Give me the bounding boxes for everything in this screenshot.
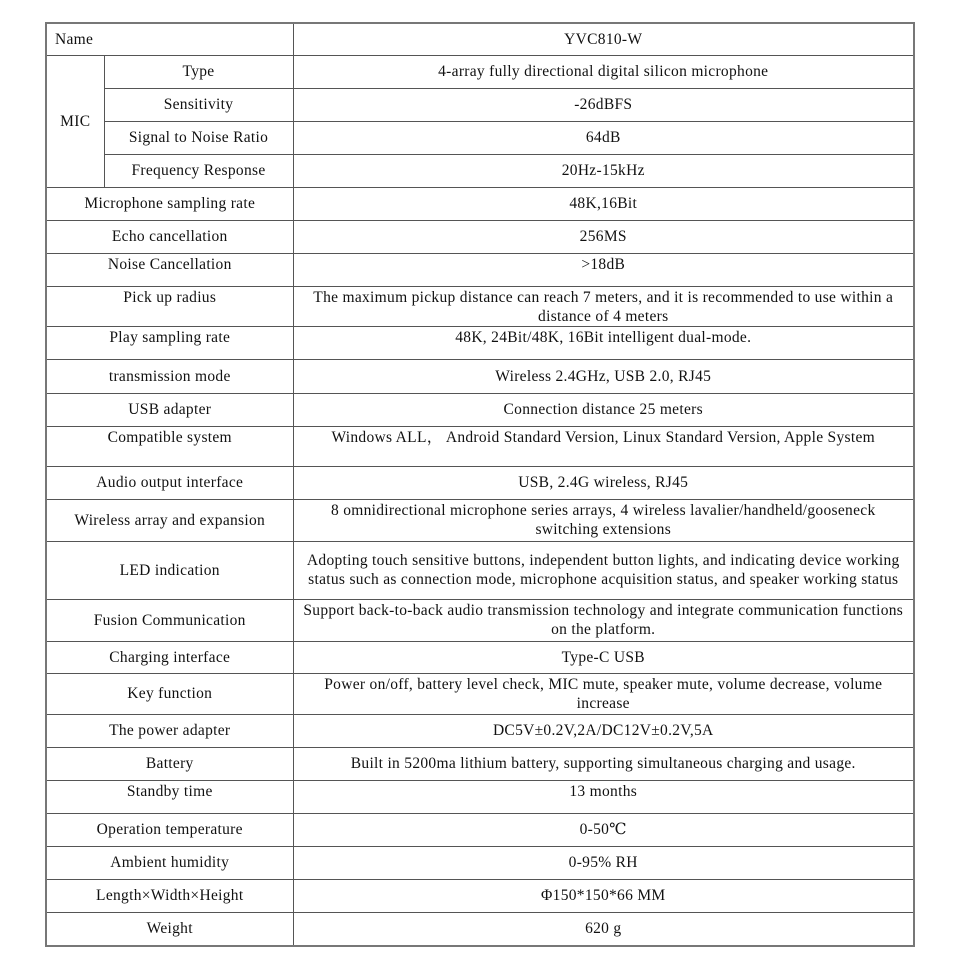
spec-value: 620 g xyxy=(293,912,914,946)
table-row xyxy=(46,541,914,599)
table-row xyxy=(46,426,914,466)
table-row xyxy=(46,673,914,714)
spec-value: -26dBFS xyxy=(293,88,914,121)
spec-value: >18dB xyxy=(293,253,914,286)
table-row xyxy=(46,599,914,641)
spec-value: Connection distance 25 meters xyxy=(293,393,914,426)
table-row xyxy=(46,154,914,187)
spec-label: Sensitivity xyxy=(104,88,293,121)
spec-label: Weight xyxy=(46,912,293,946)
table-row xyxy=(46,499,914,541)
spec-value: 4-array fully directional digital silicon microphone xyxy=(293,55,914,88)
spec-value: 64dB xyxy=(293,121,914,154)
spec-label: Operation temperature xyxy=(46,813,293,846)
table-row xyxy=(46,393,914,426)
spec-value: 0-95% RH xyxy=(293,846,914,879)
spec-value: Wireless 2.4GHz, USB 2.0, RJ45 xyxy=(293,359,914,393)
spec-value: 0-50℃ xyxy=(293,813,914,846)
spec-label: Length×Width×Height xyxy=(46,879,293,912)
table-row xyxy=(46,813,914,846)
table-row xyxy=(46,714,914,747)
spec-label: Signal to Noise Ratio xyxy=(104,121,293,154)
table-row xyxy=(46,187,914,220)
table-row xyxy=(46,879,914,912)
spec-value: 48K, 24Bit/48K, 16Bit intelligent dual-mode. xyxy=(293,326,914,359)
spec-label: Ambient humidity xyxy=(46,846,293,879)
spec-label: Play sampling rate xyxy=(46,326,293,359)
spec-label: Fusion Communication xyxy=(46,599,293,641)
spec-label: Type xyxy=(104,55,293,88)
spec-value: 13 months xyxy=(293,780,914,813)
spec-label: Audio output interface xyxy=(46,466,293,499)
spec-label: Noise Cancellation xyxy=(46,253,293,286)
table-row xyxy=(46,466,914,499)
table-row xyxy=(46,220,914,253)
table-row xyxy=(46,780,914,813)
table-row xyxy=(46,23,914,55)
spec-label: Name xyxy=(46,23,293,55)
table-row xyxy=(46,286,914,326)
spec-value: Type-C USB xyxy=(293,641,914,673)
table-row xyxy=(46,846,914,879)
mic-group-label: MIC xyxy=(46,55,104,187)
spec-value: DC5V±0.2V,2A/DC12V±0.2V,5A xyxy=(293,714,914,747)
table-row xyxy=(46,88,914,121)
spec-label: Echo cancellation xyxy=(46,220,293,253)
table-row xyxy=(46,641,914,673)
spec-label: LED indication xyxy=(46,541,293,599)
spec-label: transmission mode xyxy=(46,359,293,393)
spec-value: Φ150*150*66 MM xyxy=(293,879,914,912)
spec-value: 48K,16Bit xyxy=(293,187,914,220)
spec-value: Built in 5200ma lithium battery, supporting simultaneous charging and usage. xyxy=(293,747,914,780)
table-row xyxy=(46,253,914,286)
table-row xyxy=(46,55,914,88)
table-row xyxy=(46,747,914,780)
spec-value: Windows ALL， Android Standard Version, Linux Standard Version, Apple System xyxy=(293,426,914,466)
spec-value: USB, 2.4G wireless, RJ45 xyxy=(293,466,914,499)
spec-label: Charging interface xyxy=(46,641,293,673)
spec-value: YVC810-W xyxy=(293,23,914,55)
spec-label: Standby time xyxy=(46,780,293,813)
spec-label: Microphone sampling rate xyxy=(46,187,293,220)
spec-label: Key function xyxy=(46,673,293,714)
table-row xyxy=(46,359,914,393)
table-row xyxy=(46,912,914,946)
spec-label: Battery xyxy=(46,747,293,780)
spec-label: Pick up radius xyxy=(46,286,293,326)
spec-value: The maximum pickup distance can reach 7 meters, and it is recommended to use within a distance of 4 meters xyxy=(293,286,914,326)
spec-value: 8 omnidirectional microphone series arrays, 4 wireless lavalier/handheld/gooseneck switching extensions xyxy=(293,499,914,541)
spec-value: Power on/off, battery level check, MIC mute, speaker mute, volume decrease, volume increase xyxy=(293,673,914,714)
spec-label: Compatible system xyxy=(46,426,293,466)
table-row xyxy=(46,326,914,359)
spec-value: Adopting touch sensitive buttons, independent button lights, and indicating device working status such as connection mode, microphone acquisition status, and speaker working status xyxy=(293,541,914,599)
spec-label: Wireless array and expansion xyxy=(46,499,293,541)
table-row xyxy=(46,121,914,154)
spec-value: Support back-to-back audio transmission technology and integrate communication functions on the platform. xyxy=(293,599,914,641)
spec-table xyxy=(45,22,915,947)
spec-label: Frequency Response xyxy=(104,154,293,187)
spec-label: USB adapter xyxy=(46,393,293,426)
spec-value: 256MS xyxy=(293,220,914,253)
spec-value: 20Hz-15kHz xyxy=(293,154,914,187)
spec-label: The power adapter xyxy=(46,714,293,747)
